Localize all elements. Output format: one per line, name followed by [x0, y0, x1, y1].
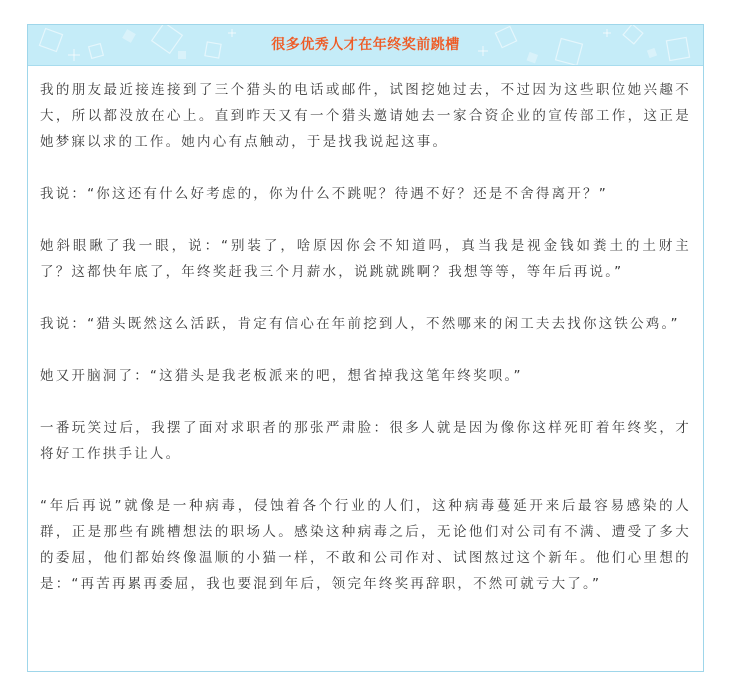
article-body: [28, 66, 703, 597]
paragraph: 我说：“你这还有什么好考虑的，你为什么不跳呢？待遇不好？还是不舍得离开？”: [40, 186, 608, 202]
paragraph: 她斜眼瞅了我一眼，说：“别装了，啥原因你会不知道吗，真当我是视金钱如粪土的土财主了？这都快年底了，年终奖赶我三个月薪水，说跳就跳啊？我想等等，等年后再说。”: [40, 238, 691, 280]
paragraph: “年后再说”就像是一种病毒，侵蚀着各个行业的人们，这种病毒蔓延开来后最容易感染的人群，正是那些有跳槽想法的职场人。感染这种病毒之后，无论他们对公司有不满、遭受了多大的委屈，他们都始终像温顺的小猫一样，不敢和公司作对、试图熬过这个新年。他们心里想的是：“再苦再累再委屈，我也要混到年后，领完年终奖再辞职，不然可就亏大了。”: [40, 498, 691, 592]
paragraph: 我的朋友最近接连接到了三个猎头的电话或邮件，试图挖她过去，不过因为这些职位她兴趣不大，所以都没放在心上。直到昨天又有一个猎头邀请她去一家合资企业的宣传部工作，这正是她梦寐以求的工作。她内心有点触动，于是找我说起这事。: [40, 82, 691, 150]
article-header: [28, 25, 703, 66]
article-card: [27, 24, 704, 672]
paragraph: 我说：“猎头既然这么活跃，肯定有信心在年前挖到人，不然哪来的闲工夫去找你这铁公鸡。”: [40, 316, 680, 332]
paragraph: 一番玩笑过后，我摆了面对求职者的那张严肃脸：很多人就是因为像你这样死盯着年终奖，才将好工作拱手让人。: [40, 420, 691, 462]
paragraph: 她又开脑洞了：“这猎头是我老板派来的吧，想省掉我这笔年终奖呗。”: [40, 368, 523, 384]
article-title: 很多优秀人才在年终奖前跳槽: [271, 37, 460, 53]
